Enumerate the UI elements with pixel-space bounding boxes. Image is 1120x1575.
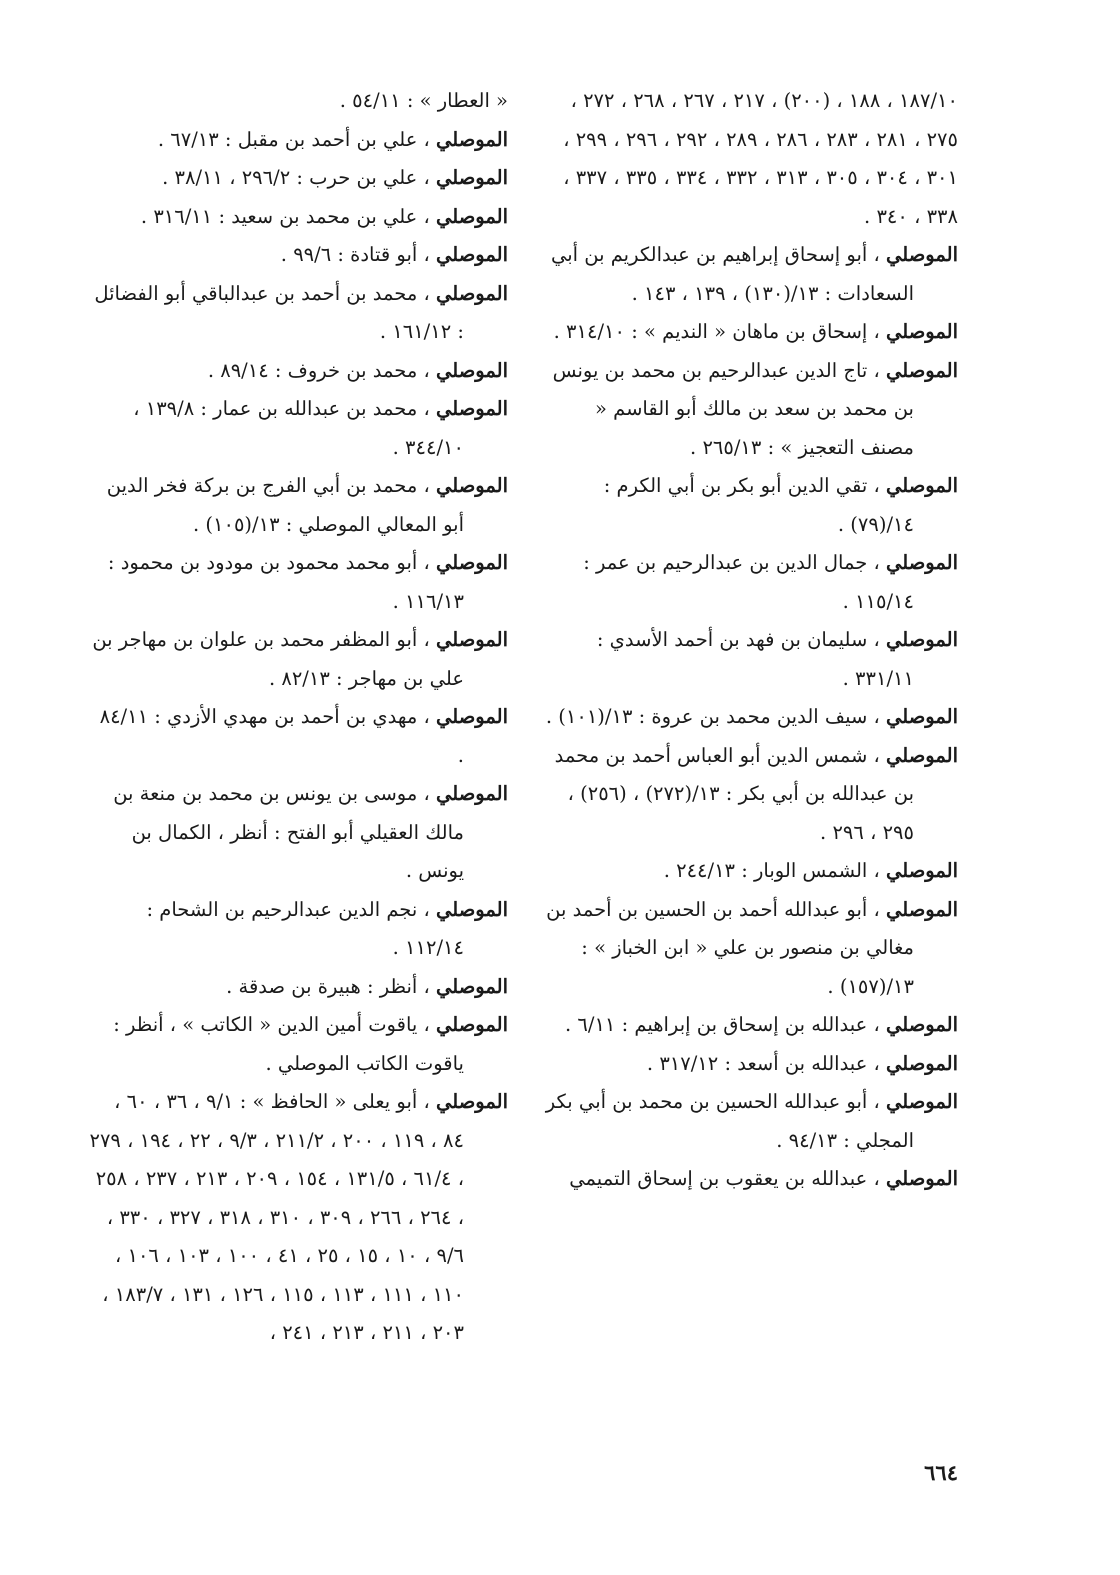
index-entry	[543, 236, 958, 313]
index-entry	[88, 698, 508, 775]
index-entry	[543, 313, 958, 352]
index-entry	[88, 621, 508, 698]
index-entry	[88, 1083, 508, 1353]
right-column	[543, 82, 958, 1199]
index-entry	[543, 891, 958, 1007]
index-entry	[88, 1006, 508, 1083]
entry-text: ، علي بن محمد بن سعيد : ٣١٦/١١ .	[140, 204, 437, 228]
index-entry	[543, 852, 958, 891]
entry-text: ، عبدالله بن أسعد : ٣١٧/١٢ .	[646, 1051, 887, 1075]
entry-name: الموصلي	[436, 1013, 508, 1036]
index-entry	[88, 275, 508, 352]
entry-name: الموصلي	[886, 628, 958, 651]
entry-name: الموصلي	[436, 243, 508, 266]
entry-text: ، سليمان بن فهد بن أحمد الأسدي : ٣٣١/١١ .	[596, 628, 914, 690]
index-entry	[543, 737, 958, 853]
entry-name: الموصلي	[436, 358, 508, 382]
entry-name: الموصلي	[436, 1090, 508, 1113]
entry-text: ، أبو إسحاق إبراهيم بن عبدالكريم بن أبي السعادات : ١٣/(١٣٠) ، ١٣٩ ، ١٤٣ .	[550, 243, 914, 305]
entry-text: ، أنظر : هبيرة بن صدقة .	[226, 974, 437, 998]
entry-name: الموصلي	[436, 628, 508, 651]
index-entry	[88, 544, 508, 621]
entry-text: ، تقي الدين أبو بكر بن أبي الكرم : ١٤/(٧٩) .	[603, 474, 914, 536]
index-entry	[88, 968, 508, 1007]
entry-name: الموصلي	[436, 782, 508, 805]
entry-name: الموصلي	[436, 204, 508, 228]
entry-text: ، شمس الدين أبو العباس أحمد بن محمد بن عبدالله بن أبي بكر : ١٣/(٢٧٢) ، (٢٥٦) ، ٢٩٥ ، ٢٩٦ .	[554, 743, 914, 844]
index-entry	[88, 236, 508, 275]
entry-name: الموصلي	[436, 397, 508, 420]
entry-text: ، محمد بن أحمد بن عبدالباقي أبو الفضائل : ١٦١/١٢ .	[94, 281, 464, 343]
index-entry	[88, 159, 508, 198]
entry-text: ، محمد بن أبي الفرج بن بركة فخر الدين أبو المعالي الموصلي : ١٣/(١٠٥) .	[106, 474, 464, 536]
entry-name: الموصلي	[886, 743, 958, 767]
index-entry	[88, 198, 508, 237]
index-entry	[543, 698, 958, 737]
entry-text: ، نجم الدين عبدالرحيم بن الشحام : ١١٢/١٤ .	[146, 897, 464, 959]
entry-text: ، جمال الدين بن عبدالرحيم بن عمر : ١١٥/١٤ .	[583, 551, 914, 613]
index-entry	[88, 82, 508, 121]
entry-name: الموصلي	[886, 243, 958, 266]
index-entry	[543, 1045, 958, 1084]
index-entry	[88, 891, 508, 968]
entry-name: الموصلي	[886, 1051, 958, 1075]
entry-name: الموصلي	[886, 551, 958, 574]
entry-text: ، محمد بن خروف : ٨٩/١٤ .	[207, 358, 437, 382]
entry-text: ، أبو عبدالله أحمد بن الحسين بن أحمد بن مغالي بن منصور بن علي « ابن الخباز » : ١٣/(١٥٧) .	[546, 897, 914, 998]
entry-name: الموصلي	[436, 474, 508, 497]
entry-text: ، سيف الدين محمد بن عروة : ١٣/(١٠١) .	[545, 705, 887, 728]
entry-text: « العطار » : ٥٤/١١ .	[339, 89, 508, 112]
index-entry	[88, 352, 508, 391]
page-number: ٦٦٤	[924, 1460, 958, 1485]
entry-name: الموصلي	[886, 358, 958, 382]
entry-name: الموصلي	[886, 474, 958, 497]
index-entry	[543, 467, 958, 544]
index-entry	[88, 390, 508, 467]
entry-text: ، تاج الدين عبدالرحيم بن محمد بن يونس بن محمد بن سعد بن مالك أبو القاسم « مصنف التعجيز » : ٢٦٥/١٣ .	[552, 358, 914, 459]
entry-name: الموصلي	[436, 281, 508, 305]
entry-text: ، مهدي بن أحمد بن مهدي الأزدي : ٨٤/١١ .	[99, 705, 464, 767]
left-column	[88, 82, 508, 1353]
index-entry	[88, 775, 508, 891]
entry-name: الموصلي	[886, 1013, 958, 1036]
entry-text: ، عبدالله بن يعقوب بن إسحاق التميمي	[569, 1167, 887, 1190]
entry-name: الموصلي	[436, 897, 508, 921]
entry-text: ، أبو المظفر محمد بن علوان بن مهاجر بن علي بن مهاجر : ٨٢/١٣ .	[92, 628, 464, 690]
entry-text: ، عبدالله بن إسحاق بن إبراهيم : ٦/١١ .	[565, 1013, 887, 1036]
index-entry	[543, 621, 958, 698]
entry-name: الموصلي	[886, 1090, 958, 1113]
entry-text: ، أبو محمد محمود بن مودود بن محمود : ١١٦/١٣ .	[107, 551, 464, 613]
entry-text: ، علي بن حرب : ٢٩٦/٢ ، ٣٨/١١ .	[162, 166, 437, 189]
entry-name: الموصلي	[886, 1167, 958, 1190]
index-entry	[543, 1006, 958, 1045]
entry-text: ، إسحاق بن ماهان « النديم » : ٣١٤/١٠ .	[553, 320, 887, 343]
entry-text: ، ياقوت أمين الدين « الكاتب » ، أنظر : ياقوت الكاتب الموصلي .	[113, 1013, 464, 1075]
entry-text: ، أبو عبدالله الحسين بن محمد بن أبي بكر المجلي : ٩٤/١٣ .	[545, 1090, 914, 1152]
index-entry	[543, 1160, 958, 1199]
entry-name: الموصلي	[436, 974, 508, 998]
index-entry	[88, 121, 508, 160]
index-entry	[543, 352, 958, 468]
entry-name: الموصلي	[436, 551, 508, 574]
entry-name: الموصلي	[436, 127, 508, 151]
index-entry	[88, 467, 508, 544]
entry-text: ، أبو قتادة : ٩٩/٦ .	[280, 243, 437, 266]
entry-name: الموصلي	[886, 859, 958, 882]
entry-text: ، علي بن أحمد بن مقبل : ٦٧/١٣ .	[157, 127, 437, 151]
entry-name: الموصلي	[886, 897, 958, 921]
entry-text: ١٨٧/١٠ ، ١٨٨ ، (٢٠٠) ، ٢١٧ ، ٢٦٧ ، ٢٦٨ ، ٢٧٢ ، ٢٧٥ ، ٢٨١ ، ٢٨٣ ، ٢٨٦ ، ٢٨٩ ، ٢٩٢ ، ٢٩٦ ، ٢٩٩ ، ٣٠١ ، ٣٠٤ ، ٣٠٥ ، ٣١٣ ، ٣٣٢ ، ٣٣٤ ، ٣٣٥ ، ٣٣٧ ، ٣٣٨ ، ٣٤٠ .	[563, 89, 958, 228]
index-entry	[543, 544, 958, 621]
index-entry	[543, 82, 958, 236]
entry-name: الموصلي	[436, 705, 508, 728]
entry-name: الموصلي	[436, 166, 508, 189]
entry-text: ، الشمس الوبار : ٢٤٤/١٣ .	[663, 859, 887, 882]
entry-text: ، موسى بن يونس بن محمد بن منعة بن مالك العقيلي أبو الفتح : أنظر ، الكمال بن يونس .	[113, 782, 464, 882]
entry-name: الموصلي	[886, 705, 958, 728]
entry-name: الموصلي	[886, 320, 958, 343]
entry-text: ، أبو يعلى « الحافظ » : ٩/١ ، ٣٦ ، ٦٠ ، ٨٤ ، ١١٩ ، ٢٠٠ ، ٢١١/٢ ، ٩/٣ ، ٢٢ ، ١٩٤ ، ٢٧٩ ، ٦١/٤ ، ١٣١/٥ ، ١٥٤ ، ٢٠٩ ، ٢١٣ ، ٢٣٧ ، ٢٥٨ ، ٢٦٤ ، ٢٦٦ ، ٣٠٩ ، ٣١٠ ، ٣١٨ ، ٣٢٧ ، ٣٣٠ ، ٩/٦ ، ١٠ ، ١٥ ، ٢٥ ، ٤١ ، ١٠٠ ، ١٠٣ ، ١٠٦ ، ١١٠ ، ١١١ ، ١١٣ ، ١١٥ ، ١٢٦ ، ١٣١ ، ١٨٣/٧ ، ٢٠٣ ، ٢١١ ، ٢١٣ ، ٢٤١ ،	[89, 1090, 464, 1344]
entry-text: ، محمد بن عبدالله بن عمار : ١٣٩/٨ ، ٣٤٤/١٠ .	[133, 397, 464, 459]
index-entry	[543, 1083, 958, 1160]
